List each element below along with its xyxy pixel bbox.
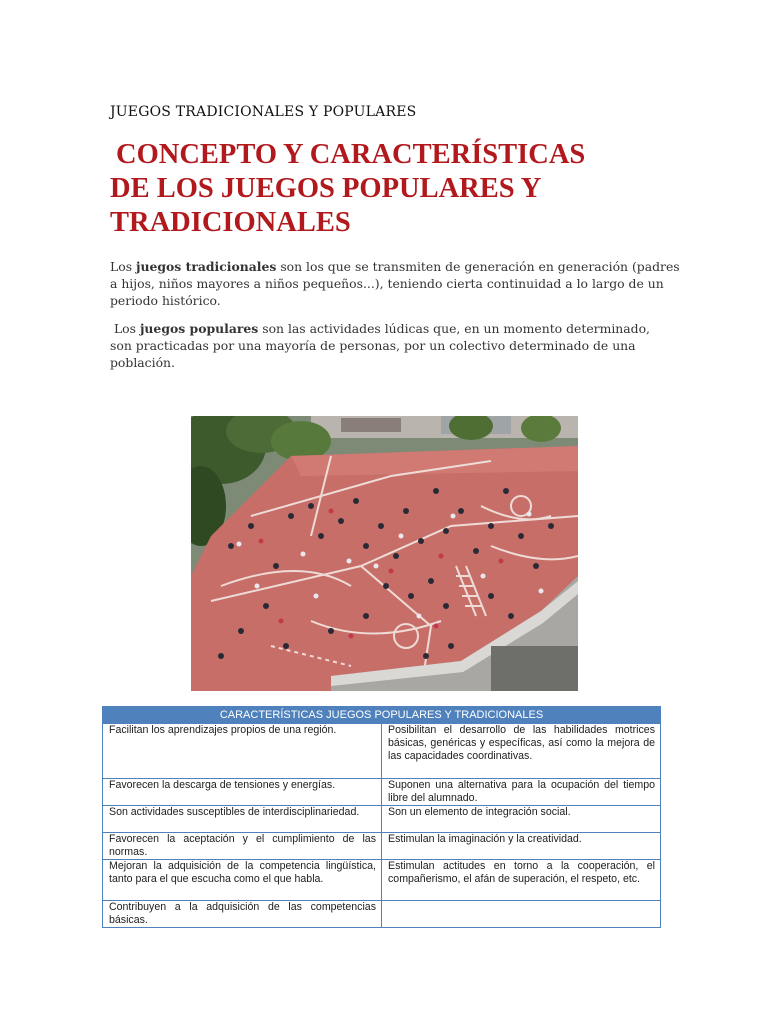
table-row (103, 901, 661, 928)
heading-line: TRADICIONALES (110, 207, 351, 238)
text: son las actividades lúdicas que, en un momento determinado, (258, 321, 650, 336)
table-cell: Estimulan la imaginación y la creatividad. (382, 833, 661, 860)
table-cell: Son actividades susceptibles de interdisciplinariedad. (103, 806, 382, 833)
table-cell: Favorecen la aceptación y el cumplimiento de las normas. (103, 833, 382, 860)
table-row (103, 779, 661, 806)
bold-term: juegos populares (139, 321, 259, 336)
paragraph-line: a hijos, niños mayores a niños pequeños...), teniendo cierta continuidad a lo largo de un (110, 276, 664, 291)
table-cell: Contribuyen a la adquisición de las competencias básicas. (103, 901, 382, 928)
paragraph-popular-games (110, 320, 660, 371)
table-cell: Favorecen la descarga de tensiones y energías. (103, 779, 382, 806)
table-cell: Posibilitan el desarrollo de las habilidades motrices básicas, genéricas y específicas, así como la mejora de las capacidades coordinativas. (382, 724, 661, 779)
table-row (103, 724, 661, 779)
heading-line: DE LOS JUEGOS POPULARES Y (110, 173, 542, 204)
schoolyard-photo (191, 416, 578, 691)
paragraph-line: son practicadas por una mayoría de personas, por un colectivo determinado de una (110, 338, 636, 353)
paragraph-line (110, 320, 660, 337)
heading-line: CONCEPTO Y CARACTERÍSTICAS (116, 139, 586, 170)
text: Los (110, 321, 140, 336)
table-row (103, 860, 661, 901)
document-title: JUEGOS TRADICIONALES Y POPULARES (110, 104, 417, 120)
paragraph-traditional-games (110, 258, 680, 309)
table-cell: Son un elemento de integración social. (382, 806, 661, 833)
paragraph-line (110, 258, 680, 275)
table-header: CARACTERÍSTICAS JUEGOS POPULARES Y TRADICIONALES (103, 707, 661, 724)
main-heading (110, 138, 650, 240)
table-cell: Mejoran la adquisición de la competencia lingüística, tanto para el que escucha como el que habla. (103, 860, 382, 901)
table-row (103, 833, 661, 860)
text: Los (110, 259, 136, 274)
paragraph-line: periodo histórico. (110, 293, 221, 308)
table-cell (382, 901, 661, 928)
table-cell: Suponen una alternativa para la ocupación del tiempo libre del alumnado. (382, 779, 661, 806)
characteristics-table (102, 706, 661, 928)
text: son los que se transmiten de generación en generación (padres (276, 259, 680, 274)
table-cell: Facilitan los aprendizajes propios de una región. (103, 724, 382, 779)
table-row (103, 806, 661, 833)
paragraph-line: población. (110, 355, 175, 370)
bold-term: juegos tradicionales (136, 259, 277, 274)
table-cell: Estimulan actitudes en torno a la cooperación, el compañerismo, el afán de superación, el respeto, etc. (382, 860, 661, 901)
